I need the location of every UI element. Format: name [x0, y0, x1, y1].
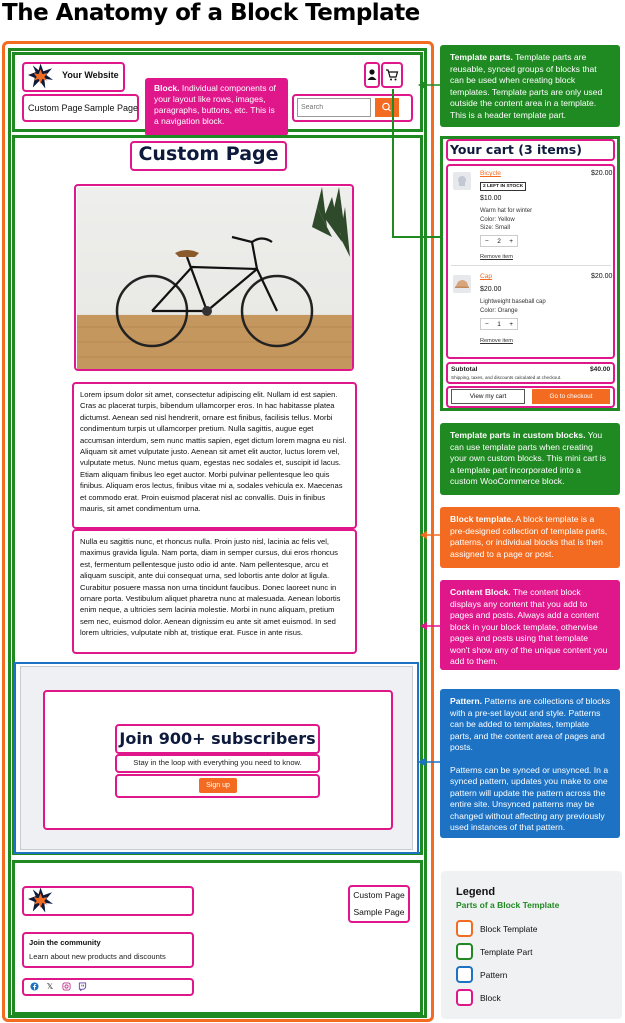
search-icon — [375, 98, 399, 117]
footer-nav-sample-page[interactable]: Sample Page — [353, 907, 405, 917]
remove-item-link[interactable]: Remove item — [480, 254, 513, 260]
note-title: Content Block. — [450, 587, 511, 597]
arrow-pattern — [418, 756, 442, 768]
legend-subtitle: Parts of a Block Template — [456, 900, 560, 910]
arrow-header-part — [418, 78, 442, 92]
note-pattern — [440, 689, 620, 838]
legend-title: Legend — [456, 886, 496, 898]
twitch-icon[interactable] — [77, 982, 87, 992]
paragraph-text-1: Lorem ipsum dolor sit amet, consectetur adipiscing elit. Nullam id est sapien. Cras ac placerat turpis, bibendum ullamcorper eros. In hac habitasse platea dictumst. Aenean sed nisl hendrerit, ornare est finibus, facilisis tellus. Morbi condimentum turpis ut ullamcorper pretium. Nulla sagittis, augue eget accumsan interdum, sem nunc mattis sapien, eget dictum lorem magna eu nisl. Aliquam sit amet vulputate justo. Aenean sit amet elit auctor, luctus lorem vel, vulputate metus. Nunc metus quam, egestas nec sodales et, suscipit id lacus. Etiam aliquam finibus leo eget auctor. Morbi pulvinar pellentesque leo quis finibus. Aliquam eros lectus, finibus vitae mi a, sodales vehicula ex. Maecenas et commodo erat. Proin euismod placerat nisl ac convallis. Duis in finibus mauris, sit amet condimentum urna. — [80, 390, 347, 514]
subscribe-heading: Join 900+ subscribers — [119, 729, 316, 748]
legend-swatch-template-part — [456, 943, 473, 960]
subtotal-value: $40.00 — [590, 366, 611, 373]
paragraph-block-1 — [72, 382, 357, 529]
quantity-value: 2 — [497, 237, 501, 245]
callout-text: Individual components of your layout like rows, images, paragraphs, buttons, etc. This is a navigation block. — [154, 83, 276, 126]
legend-swatch-pattern — [456, 966, 473, 983]
cart-icon — [383, 64, 401, 86]
paragraph-block-2 — [72, 529, 357, 654]
legend-label: Template Part — [480, 947, 533, 957]
cart-item-name[interactable]: Bicycle — [480, 170, 501, 177]
account-icon — [366, 64, 378, 86]
cart-item-desc: Warm hat for winter — [480, 208, 533, 214]
subtotal-note: Shipping, taxes, and discounts calculated at checkout. — [451, 375, 562, 380]
decrease-button[interactable]: − — [485, 320, 489, 328]
note-block-template — [440, 507, 620, 568]
legend-swatch-block — [456, 989, 473, 1006]
product-thumbnail-cap — [453, 275, 471, 293]
site-title[interactable]: Your Website — [62, 70, 119, 80]
community-title: Join the community — [29, 938, 101, 947]
cart-item-attr: Size: Small — [480, 225, 511, 231]
sign-up-button[interactable]: Sign up — [199, 778, 237, 793]
subscribe-description: Stay in the loop with everything you need to know. — [133, 758, 302, 767]
cart-items-block — [446, 164, 615, 359]
cart-item-price: $10.00 — [480, 195, 502, 202]
note-text: Template parts are reusable, synced groups of blocks that can be used when creating block templates. Template parts are only used outside the content area in a template. This is a header template part. — [450, 52, 603, 120]
stock-badge: 2 LEFT IN STOCK — [480, 182, 526, 191]
community-desc: Learn about new products and discounts — [29, 952, 166, 961]
legend-label: Block — [480, 993, 501, 1003]
note-text: The content block displays any content that you add to pages and posts. Always add a content block in your block template, otherwise pages and posts using that template won't show any of the unique content you add to them. — [450, 587, 608, 666]
cart-item-desc: Lightweight baseball cap — [480, 299, 546, 305]
bicycle-illustration — [77, 187, 352, 369]
note-title: Template parts in custom blocks. — [450, 430, 586, 440]
legend-label: Block Template — [480, 924, 538, 934]
increase-button[interactable]: + — [509, 237, 513, 245]
cart-item-total: $20.00 — [591, 170, 613, 177]
increase-button[interactable]: + — [509, 320, 513, 328]
nav-link-custom-page[interactable]: Custom Page — [28, 103, 83, 113]
legend-label: Pattern — [480, 970, 508, 980]
site-logo-icon — [28, 63, 53, 89]
page-title: Custom Page — [138, 143, 279, 165]
remove-item-link[interactable]: Remove item — [480, 338, 513, 344]
note-text: Patterns are collections of blocks with a pre-set layout and style. Patterns can be added to templates, template parts, and the content area of pages and posts. — [450, 696, 611, 752]
quantity-stepper[interactable] — [480, 318, 518, 330]
facebook-icon[interactable] — [29, 982, 39, 992]
cart-item-total: $20.00 — [591, 273, 613, 280]
cart-item-name[interactable]: Cap — [480, 273, 493, 280]
product-thumbnail-bicycle — [453, 172, 471, 190]
legend-swatch-block-template — [456, 920, 473, 937]
subtotal-label: Subtotal — [451, 366, 478, 373]
search-button[interactable] — [375, 98, 399, 117]
connector-cart-h — [392, 236, 442, 238]
note-content-block — [440, 580, 620, 670]
note-title: Template parts. — [450, 52, 513, 62]
note-title: Pattern. — [450, 696, 482, 706]
block-callout — [145, 78, 288, 136]
connector-cart — [392, 89, 394, 237]
cart-item-attr: Color: Orange — [480, 308, 518, 314]
search-input[interactable] — [297, 98, 371, 117]
nav-link-sample-page[interactable]: Sample Page — [84, 103, 139, 113]
quantity-stepper[interactable] — [480, 235, 518, 247]
note-template-parts-custom — [440, 423, 620, 495]
mini-cart-block[interactable] — [381, 62, 403, 88]
cart-title: Your cart (3 items) — [450, 142, 582, 157]
note-title: Block template. — [450, 514, 514, 524]
view-cart-button[interactable]: View my cart — [451, 389, 525, 404]
paragraph-text-2: Nulla eu sagittis nunc, et rhoncus nulla. Proin justo nisl, lacinia ac felis vel, maximus gravida ligula. Nam porta, diam in semper cursus, dui eros rhoncus est, fermentum pellentesque justo odio id ante. Nam pellentesque, arcu et aliquam suscipit, ante dui consequat urna, sed lobortis ante dolor at ligula. Curabitur posuere massa non urna tincidunt faucibus. Donec laoreet nunc in ornare porta. Vestibulum aliquet pharetra nunc at malesuada. Aenean lobortis enim neque, a ultricies sem lacinia molestie. Morbi in nunc aliquam, pretium sem nec, euismod dolor. Aenean dignissim eu ante sit amet euismod. In sed lorem ultricies, vulputate nibh at, tristique erat. Fusce in ante risus. — [80, 537, 341, 638]
account-block[interactable] — [364, 62, 380, 88]
note-text: A block template is a pre-designed collection of template parts, patterns, or individual blocks that is then assigned to a page or post. — [450, 514, 608, 559]
item-divider — [451, 265, 611, 266]
checkout-button[interactable]: Go to checkout — [532, 389, 610, 404]
decrease-button[interactable]: − — [485, 237, 489, 245]
cart-item-attr: Color: Yellow — [480, 217, 515, 223]
note-template-parts — [440, 45, 620, 127]
note-text: You can use template parts when creating your own custom blocks. This mini cart is a template part incorporated into a custom WooCommerce block. — [450, 430, 607, 486]
footer-logo-icon — [28, 887, 53, 913]
footer-nav-custom-page[interactable]: Custom Page — [353, 890, 405, 900]
x-icon[interactable]: 𝕏 — [46, 982, 54, 991]
cart-item-price: $20.00 — [480, 286, 502, 293]
note-text-2: Patterns can be synced or unsynced. In a synced pattern, updates you make to one pattern will update the pattern across the entire site. Unsynced patterns may be changed without affecting any previously used instances of that pattern. — [450, 764, 609, 832]
callout-title: Block. — [154, 83, 180, 93]
arrow-block-template — [420, 529, 442, 541]
diagram-title: The Anatomy of a Block Template — [2, 0, 420, 26]
quantity-value: 1 — [497, 320, 501, 328]
arrow-content-block — [420, 620, 442, 632]
bicycle-image — [77, 187, 352, 369]
instagram-icon[interactable] — [61, 982, 71, 992]
